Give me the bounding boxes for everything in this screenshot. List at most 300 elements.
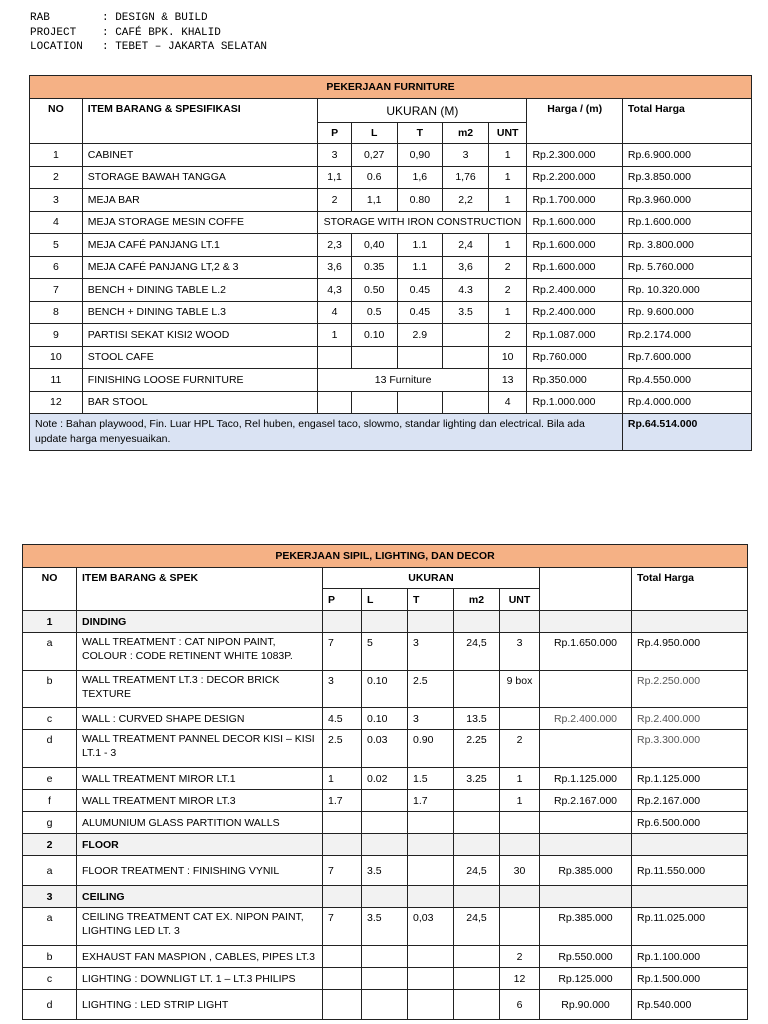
- table-row: [30, 256, 752, 279]
- row-no: b: [23, 671, 77, 708]
- row-p: [323, 968, 362, 990]
- row-total: Rp.2.167.000: [632, 790, 748, 812]
- row-m2: 24,5: [454, 633, 500, 671]
- subheader-unt: UNT: [488, 123, 527, 144]
- row-total: Rp. 5.760.000: [622, 256, 751, 279]
- row-m2: 4.3: [443, 279, 489, 302]
- row-no: b: [23, 946, 77, 968]
- sipil-title: PEKERJAAN SIPIL, LIGHTING, DAN DECOR: [23, 545, 748, 568]
- row-total: Rp.2.250.000: [632, 671, 748, 708]
- row-total: Rp.1.100.000: [632, 946, 748, 968]
- row-m2: [454, 790, 500, 812]
- section-empty-cell: [408, 611, 454, 633]
- row-harga: Rp.1.600.000: [527, 234, 622, 257]
- row-harga: Rp.385.000: [540, 908, 632, 946]
- row-l: 5: [362, 633, 408, 671]
- furniture-title: PEKERJAAN FURNITURE: [30, 76, 752, 99]
- row-m2: 24,5: [454, 908, 500, 946]
- row-t: [408, 968, 454, 990]
- row-l: 0,27: [351, 144, 397, 167]
- row-p: 7: [323, 856, 362, 886]
- section-empty-cell: [500, 611, 540, 633]
- row-m2: [443, 391, 489, 414]
- row-t: 0,90: [397, 144, 443, 167]
- row-p: 7: [323, 908, 362, 946]
- row-unt: 30: [500, 856, 540, 886]
- row-unt: 13: [488, 369, 527, 392]
- row-item: MEJA STORAGE MESIN COFFE: [82, 211, 318, 234]
- row-t: 3: [408, 708, 454, 730]
- row-harga: [540, 812, 632, 834]
- col-no: NO: [23, 568, 77, 611]
- row-total: Rp.7.600.000: [622, 346, 751, 369]
- row-item: WALL : CURVED SHAPE DESIGN: [77, 708, 323, 730]
- row-m2: [443, 346, 489, 369]
- row-l: 0.10: [362, 671, 408, 708]
- col-harga-empty: [540, 568, 632, 611]
- row-total: Rp.4.000.000: [622, 391, 751, 414]
- table-row: [30, 346, 752, 369]
- row-p: 3: [323, 671, 362, 708]
- row-no: 12: [30, 391, 83, 414]
- row-t: [408, 812, 454, 834]
- row-m2: 1,76: [443, 166, 489, 189]
- row-t: [408, 856, 454, 886]
- row-total: Rp.3.850.000: [622, 166, 751, 189]
- row-item: WALL TREATMENT PANNEL DECOR KISI – KISI LT.1 - 3: [77, 730, 323, 768]
- section-name: CEILING: [77, 886, 323, 908]
- row-total: Rp.11.550.000: [632, 856, 748, 886]
- table-row: [23, 968, 748, 990]
- subheader-m2: m2: [443, 123, 489, 144]
- row-item: BENCH + DINING TABLE L.2: [82, 279, 318, 302]
- row-p: 1: [318, 324, 352, 347]
- table-row: [30, 324, 752, 347]
- row-m2: 2,4: [443, 234, 489, 257]
- table-row: [23, 671, 748, 708]
- row-no: c: [23, 708, 77, 730]
- row-no: a: [23, 856, 77, 886]
- row-no: 9: [30, 324, 83, 347]
- row-item: LIGHTING : LED STRIP LIGHT: [77, 990, 323, 1020]
- section-empty-cell: [500, 834, 540, 856]
- row-l: [362, 990, 408, 1020]
- row-total: Rp.1.125.000: [632, 768, 748, 790]
- row-p: 1: [323, 768, 362, 790]
- row-unt: 10: [488, 346, 527, 369]
- row-p: [323, 812, 362, 834]
- row-item: FLOOR TREATMENT : FINISHING VYNIL: [77, 856, 323, 886]
- subheader-t: T: [408, 589, 454, 611]
- row-harga: [540, 730, 632, 768]
- row-l: 0.10: [362, 708, 408, 730]
- row-total: Rp.4.950.000: [632, 633, 748, 671]
- row-p: 2,3: [318, 234, 352, 257]
- row-total: Rp.1.500.000: [632, 968, 748, 990]
- row-harga: Rp.90.000: [540, 990, 632, 1020]
- row-unt: 1: [488, 144, 527, 167]
- row-unt: 3: [500, 633, 540, 671]
- header-key: RAB: [30, 12, 50, 24]
- row-item: MEJA CAFÉ PANJANG LT,2 & 3: [82, 256, 318, 279]
- col-total: Total Harga: [622, 99, 751, 144]
- header-value: : DESIGN & BUILD: [102, 12, 208, 24]
- row-harga: [540, 671, 632, 708]
- row-unt: 1: [500, 790, 540, 812]
- table-row: [30, 391, 752, 414]
- row-harga: Rp.125.000: [540, 968, 632, 990]
- section-name: DINDING: [77, 611, 323, 633]
- row-t: 2.5: [408, 671, 454, 708]
- row-t: [397, 391, 443, 414]
- row-p: 3: [318, 144, 352, 167]
- col-ukuran: UKURAN: [323, 568, 540, 589]
- section-empty-cell: [454, 834, 500, 856]
- row-l: [362, 946, 408, 968]
- row-l: [362, 790, 408, 812]
- row-no: g: [23, 812, 77, 834]
- row-m2: 24,5: [454, 856, 500, 886]
- row-m2: 3.25: [454, 768, 500, 790]
- row-total: Rp. 9.600.000: [622, 301, 751, 324]
- note-row: [30, 414, 752, 451]
- table-row: [30, 279, 752, 302]
- row-unt: 1: [500, 768, 540, 790]
- row-m2: 3,6: [443, 256, 489, 279]
- row-t: 0.90: [408, 730, 454, 768]
- row-total: Rp. 3.800.000: [622, 234, 751, 257]
- header-line: [30, 26, 267, 41]
- row-item: WALL TREATMENT MIROR LT.3: [77, 790, 323, 812]
- row-l: 1,1: [351, 189, 397, 212]
- row-unt: 1: [488, 301, 527, 324]
- row-item: ALUMUNIUM GLASS PARTITION WALLS: [77, 812, 323, 834]
- row-item: MEJA CAFÉ PANJANG LT.1: [82, 234, 318, 257]
- document-header: [30, 11, 267, 55]
- row-l: 0.02: [362, 768, 408, 790]
- row-unt: 2: [488, 256, 527, 279]
- header-key: PROJECT: [30, 26, 77, 39]
- row-harga: Rp.2.200.000: [527, 166, 622, 189]
- row-no: 6: [30, 256, 83, 279]
- row-t: [397, 346, 443, 369]
- note-text: Note : Bahan playwood, Fin. Luar HPL Taco, Rel huben, engasel taco, slowmo, standar lighting dan electrical. Bila ada update harga menyesuaikan.: [30, 414, 623, 451]
- row-m2: [454, 968, 500, 990]
- row-t: 1.5: [408, 768, 454, 790]
- row-l: 0.03: [362, 730, 408, 768]
- section-empty-cell: [540, 886, 632, 908]
- row-m2: [454, 812, 500, 834]
- section-empty-cell: [408, 886, 454, 908]
- row-t: 1.7: [408, 790, 454, 812]
- row-total: Rp.6.900.000: [622, 144, 751, 167]
- section-empty-cell: [632, 611, 748, 633]
- table-row: [23, 790, 748, 812]
- table-row: [23, 856, 748, 886]
- table-row: [23, 908, 748, 946]
- row-no: 1: [30, 144, 83, 167]
- row-harga: Rp.2.400.000: [527, 279, 622, 302]
- row-t: 3: [408, 633, 454, 671]
- table-row: [30, 166, 752, 189]
- row-item: STOOL CAFE: [82, 346, 318, 369]
- row-l: [362, 968, 408, 990]
- table-row: [30, 211, 752, 234]
- section-empty-cell: [540, 834, 632, 856]
- row-harga: Rp.760.000: [527, 346, 622, 369]
- table-row: [30, 189, 752, 212]
- row-p: [318, 391, 352, 414]
- row-p: 1,1: [318, 166, 352, 189]
- row-t: 1.1: [397, 234, 443, 257]
- row-t: 0.45: [397, 301, 443, 324]
- section-row: [23, 834, 748, 856]
- row-item: WALL TREATMENT LT.3 : DECOR BRICK TEXTURE: [77, 671, 323, 708]
- row-no: 5: [30, 234, 83, 257]
- header-line: [30, 11, 267, 26]
- section-empty-cell: [540, 611, 632, 633]
- row-total: Rp.11.025.000: [632, 908, 748, 946]
- row-no: 10: [30, 346, 83, 369]
- table-row: [23, 768, 748, 790]
- table-row: [23, 633, 748, 671]
- subheader-p: P: [318, 123, 352, 144]
- row-m2: [454, 946, 500, 968]
- row-unt: 2: [500, 946, 540, 968]
- row-no: d: [23, 990, 77, 1020]
- row-m2: 2,2: [443, 189, 489, 212]
- col-item: ITEM BARANG & SPEK: [77, 568, 323, 611]
- row-t: 2.9: [397, 324, 443, 347]
- row-total: Rp.2.174.000: [622, 324, 751, 347]
- row-l: 3.5: [362, 856, 408, 886]
- row-no: e: [23, 768, 77, 790]
- row-item: WALL TREATMENT MIROR LT.1: [77, 768, 323, 790]
- subheader-unt: UNT: [500, 589, 540, 611]
- row-item: MEJA BAR: [82, 189, 318, 212]
- row-item: CABINET: [82, 144, 318, 167]
- subheader-p: P: [323, 589, 362, 611]
- row-p: [323, 946, 362, 968]
- col-no: NO: [30, 99, 83, 144]
- section-empty-cell: [323, 611, 362, 633]
- row-item: PARTISI SEKAT KISI2 WOOD: [82, 324, 318, 347]
- row-unt: 1: [488, 166, 527, 189]
- section-name: FLOOR: [77, 834, 323, 856]
- row-harga: Rp.550.000: [540, 946, 632, 968]
- row-t: 0,03: [408, 908, 454, 946]
- table-row: [23, 812, 748, 834]
- section-empty-cell: [323, 886, 362, 908]
- row-total: Rp. 10.320.000: [622, 279, 751, 302]
- section-row: [23, 886, 748, 908]
- row-unt: 2: [488, 324, 527, 347]
- row-p: 4.5: [323, 708, 362, 730]
- section-empty-cell: [632, 834, 748, 856]
- section-empty-cell: [454, 886, 500, 908]
- row-harga: Rp.1.700.000: [527, 189, 622, 212]
- row-unt: 1: [488, 234, 527, 257]
- row-no: 2: [30, 166, 83, 189]
- col-ukuran: UKURAN (M): [318, 99, 527, 123]
- row-item: CEILING TREATMENT CAT EX. NIPON PAINT, LIGHTING LED LT. 3: [77, 908, 323, 946]
- row-no: 3: [30, 189, 83, 212]
- subheader-t: T: [397, 123, 443, 144]
- row-m2: [454, 990, 500, 1020]
- row-no: 8: [30, 301, 83, 324]
- section-empty-cell: [500, 886, 540, 908]
- row-p: 4: [318, 301, 352, 324]
- row-span-note: STORAGE WITH IRON CONSTRUCTION: [318, 211, 527, 234]
- row-no: a: [23, 908, 77, 946]
- row-p: [323, 990, 362, 1020]
- row-t: 1.1: [397, 256, 443, 279]
- row-t: [408, 990, 454, 1020]
- row-p: 1.7: [323, 790, 362, 812]
- row-harga: Rp.1.000.000: [527, 391, 622, 414]
- row-harga: Rp.1.650.000: [540, 633, 632, 671]
- row-unt: 4: [488, 391, 527, 414]
- sipil-table: [22, 544, 748, 1020]
- row-p: [318, 346, 352, 369]
- row-total: Rp.4.550.000: [622, 369, 751, 392]
- row-item: EXHAUST FAN MASPION , CABLES, PIPES LT.3: [77, 946, 323, 968]
- row-harga: Rp.1.600.000: [527, 256, 622, 279]
- row-total: Rp.2.400.000: [632, 708, 748, 730]
- row-m2: 3.5: [443, 301, 489, 324]
- row-harga: Rp.2.167.000: [540, 790, 632, 812]
- grand-total: Rp.64.514.000: [622, 414, 751, 451]
- row-t: 0.80: [397, 189, 443, 212]
- header-value: : CAFÉ BPK. KHALID: [102, 26, 221, 39]
- row-no: f: [23, 790, 77, 812]
- row-total: Rp.1.600.000: [622, 211, 751, 234]
- row-l: 0.35: [351, 256, 397, 279]
- row-unt: 2: [500, 730, 540, 768]
- row-harga: Rp.385.000: [540, 856, 632, 886]
- col-total: Total Harga: [632, 568, 748, 611]
- row-p: 2: [318, 189, 352, 212]
- section-empty-cell: [362, 611, 408, 633]
- row-unt: [500, 812, 540, 834]
- row-no: 7: [30, 279, 83, 302]
- row-harga: Rp.2.400.000: [527, 301, 622, 324]
- row-no: a: [23, 633, 77, 671]
- section-empty-cell: [323, 834, 362, 856]
- row-l: 3.5: [362, 908, 408, 946]
- section-row: [23, 611, 748, 633]
- section-no: 3: [23, 886, 77, 908]
- section-no: 1: [23, 611, 77, 633]
- row-total: Rp.3.960.000: [622, 189, 751, 212]
- row-no: d: [23, 730, 77, 768]
- section-empty-cell: [408, 834, 454, 856]
- row-m2: [454, 671, 500, 708]
- section-empty-cell: [362, 834, 408, 856]
- row-m2: [443, 324, 489, 347]
- row-m2: 3: [443, 144, 489, 167]
- table-row: [30, 369, 752, 392]
- row-l: [351, 391, 397, 414]
- row-total: Rp.6.500.000: [632, 812, 748, 834]
- row-harga: Rp.2.300.000: [527, 144, 622, 167]
- subheader-l: L: [351, 123, 397, 144]
- row-l: [362, 812, 408, 834]
- row-m2: 13.5: [454, 708, 500, 730]
- row-unt: 2: [488, 279, 527, 302]
- table-row: [23, 990, 748, 1020]
- header-value: : TEBET – JAKARTA SELATAN: [102, 41, 268, 53]
- row-p: 4,3: [318, 279, 352, 302]
- row-l: 0.6: [351, 166, 397, 189]
- row-no: c: [23, 968, 77, 990]
- section-no: 2: [23, 834, 77, 856]
- row-unt: [500, 908, 540, 946]
- header-key: LOCATION: [30, 41, 83, 53]
- row-p: 2.5: [323, 730, 362, 768]
- row-harga: Rp.1.125.000: [540, 768, 632, 790]
- row-m2: 2.25: [454, 730, 500, 768]
- row-harga: Rp.350.000: [527, 369, 622, 392]
- row-l: [351, 346, 397, 369]
- row-harga: Rp.2.400.000: [540, 708, 632, 730]
- row-unt: [500, 708, 540, 730]
- table-row: [30, 301, 752, 324]
- row-p: 7: [323, 633, 362, 671]
- row-unt: 1: [488, 189, 527, 212]
- row-item: WALL TREATMENT : CAT NIPON PAINT, COLOUR : CODE RETINENT WHITE 1083P.: [77, 633, 323, 671]
- row-item: BENCH + DINING TABLE L.3: [82, 301, 318, 324]
- row-item: LIGHTING : DOWNLIGT LT. 1 – LT.3 PHILIPS: [77, 968, 323, 990]
- row-t: 0.45: [397, 279, 443, 302]
- row-no: 11: [30, 369, 83, 392]
- subheader-l: L: [362, 589, 408, 611]
- row-item: FINISHING LOOSE FURNITURE: [82, 369, 318, 392]
- header-line: [30, 40, 267, 55]
- table-row: [23, 730, 748, 768]
- row-span-note: 13 Furniture: [318, 369, 489, 392]
- subheader-m2: m2: [454, 589, 500, 611]
- table-row: [30, 234, 752, 257]
- col-item: ITEM BARANG & SPESIFIKASI: [82, 99, 318, 144]
- section-empty-cell: [362, 886, 408, 908]
- row-p: 3,6: [318, 256, 352, 279]
- furniture-table: [29, 75, 752, 451]
- row-l: 0.50: [351, 279, 397, 302]
- row-no: 4: [30, 211, 83, 234]
- col-harga: Harga / (m): [527, 99, 622, 144]
- row-item: STORAGE BAWAH TANGGA: [82, 166, 318, 189]
- row-l: 0.10: [351, 324, 397, 347]
- row-unt: 9 box: [500, 671, 540, 708]
- row-unt: 12: [500, 968, 540, 990]
- row-unt: 6: [500, 990, 540, 1020]
- table-row: [30, 144, 752, 167]
- row-l: 0.5: [351, 301, 397, 324]
- row-harga: Rp.1.600.000: [527, 211, 622, 234]
- row-t: [408, 946, 454, 968]
- row-total: Rp.3.300.000: [632, 730, 748, 768]
- row-item: BAR STOOL: [82, 391, 318, 414]
- row-harga: Rp.1.087.000: [527, 324, 622, 347]
- row-total: Rp.540.000: [632, 990, 748, 1020]
- table-row: [23, 946, 748, 968]
- section-empty-cell: [454, 611, 500, 633]
- table-row: [23, 708, 748, 730]
- row-l: 0,40: [351, 234, 397, 257]
- section-empty-cell: [632, 886, 748, 908]
- row-t: 1,6: [397, 166, 443, 189]
